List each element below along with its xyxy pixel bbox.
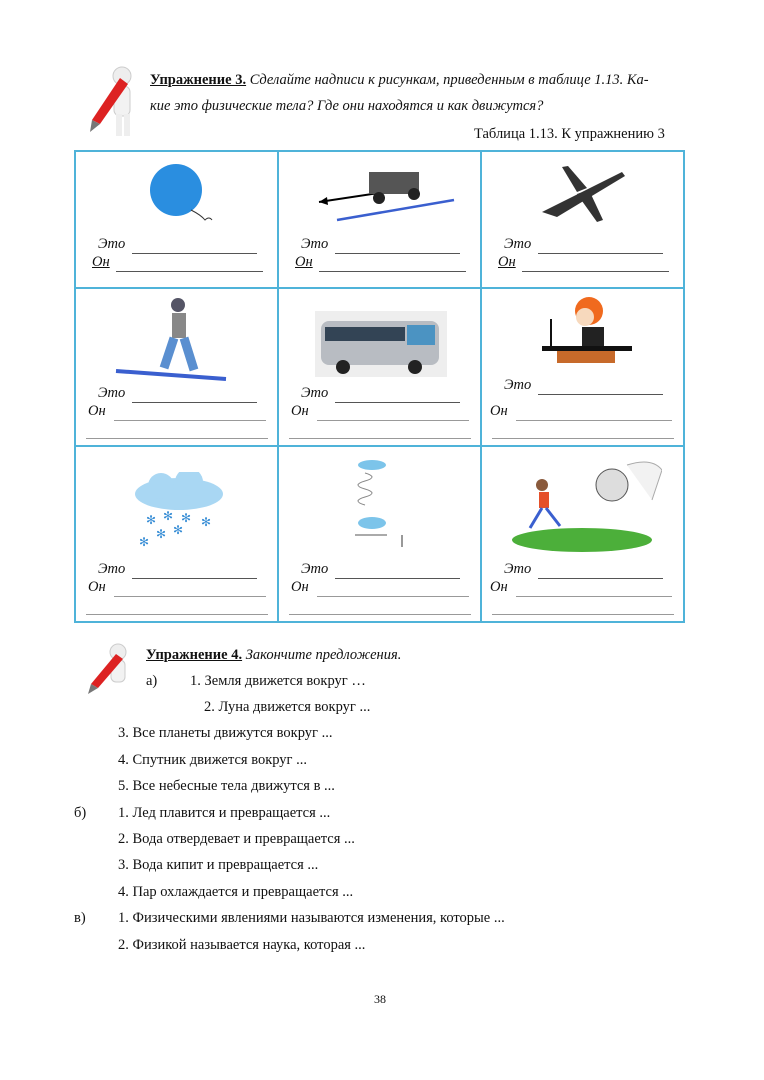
running-man-stopwatch-image [512,455,662,555]
item-c2: 2. Физикой называется наука, которая ... [118,937,366,953]
cell-airplane: Это Он [481,151,684,288]
item-a2: 2. Луна движется вокруг ... [204,699,371,715]
page-number: 38 [374,992,386,1006]
label-c: в) [74,910,86,926]
svg-text:✻: ✻ [156,527,167,541]
bus-image [315,311,447,377]
label-b: б) [74,805,87,821]
item-a3: 3. Все планеты движутся вокруг ... [118,725,333,741]
label-a: а) [146,673,158,689]
item-a1: 1. Земля движется вокруг … [190,673,366,689]
walking-man-image [106,293,236,383]
item-b3: 3. Вода кипит и превращается ... [118,857,319,873]
snow-cloud-image [131,472,231,552]
item-b4: 4. Пар охлаждается и превращается ... [118,884,354,900]
svg-text:✻: ✻ [139,535,150,549]
helicopter-image [347,455,417,555]
cell-bus: Это Он [278,288,481,446]
boy-at-desk-image [537,291,637,371]
exercise4-text: Закончите предложения. [245,647,402,663]
item-b2: 2. Вода отвердевает и превращается ... [118,831,355,847]
exercise4-title: Упражнение 4. [146,647,243,663]
item-a5: 5. Все небесные тела движутся в ... [118,778,335,794]
cell-car: Это Он [278,151,481,288]
table-caption: Таблица 1.13. К упражнению 3 [474,126,665,142]
exercise3-text: Сделайте надписи к рисункам, приведенным в таблице 1.13. Ка- [249,72,649,88]
svg-text:✻: ✻ [173,523,184,537]
cell-snow-cloud: ✻ ✻ ✻ ✻ ✻ ✻ ✻ Это Он [75,446,278,622]
cell-walking-man: Это Он [75,288,278,446]
airplane-image [537,162,627,227]
svg-text:✻: ✻ [146,513,157,527]
balloon-image [146,162,216,222]
item-a4: 4. Спутник движется вокруг ... [118,752,307,768]
pencil-man-icon [76,64,142,142]
cell-boy-desk: Это Он [481,288,684,446]
cell-runner: Это Он [481,446,684,622]
svg-text:✻: ✻ [201,515,212,529]
svg-text:✻: ✻ [163,509,174,523]
cell-balloon: Это Он [75,151,278,288]
exercise-table [74,150,685,623]
item-c1: 1. Физическими явлениями называются изменения, которые ... [118,910,505,926]
svg-text:✻: ✻ [181,511,192,525]
exercise3-text-cont: кие это физические тела? Где они находятся и как движутся? [150,98,544,114]
pencil-man-icon [76,642,136,696]
cell-helicopter: Это Он [278,446,481,622]
car-image [309,162,459,222]
exercise3-title: Упражнение 3. [150,72,247,88]
item-b1: 1. Лед плавится и превращается ... [118,805,331,821]
